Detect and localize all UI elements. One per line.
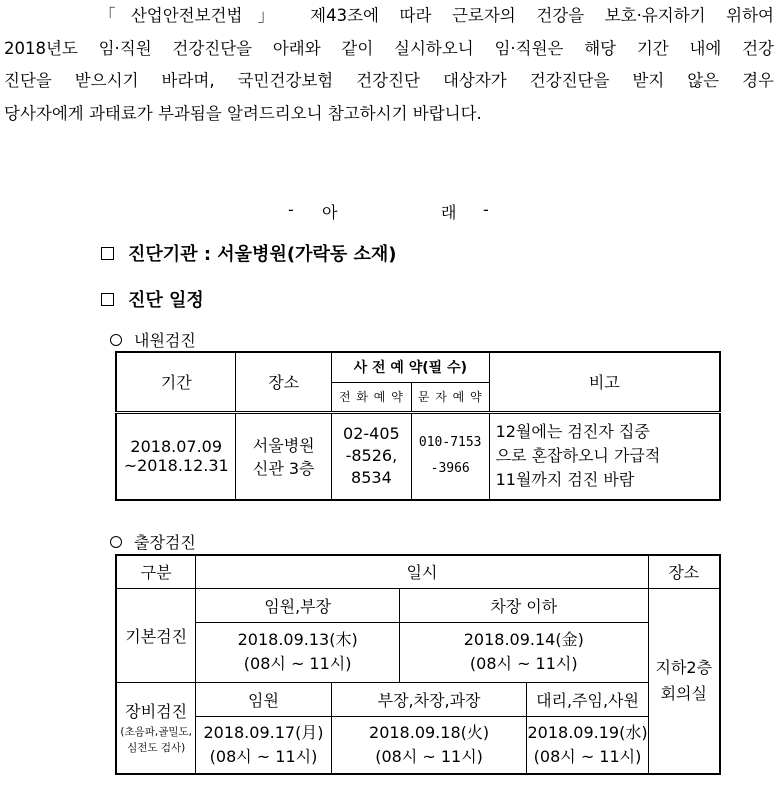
equipment-detail-1: (초음파,골밀도,: [120, 726, 192, 739]
header-sms-reservation: 문 자 예 약: [411, 382, 489, 412]
basic-date-1-text: 2018.09.13(木): [237, 630, 358, 649]
header-phone-reservation: 전 화 예 약: [331, 382, 411, 412]
schedule-heading: [101, 286, 204, 312]
basic-date-2: [399, 622, 648, 682]
intro-line-2: 2018년도 임·직원 건강진단을 아래와 같이 실시하오니 임·직원은 해당 기간 내에 건강: [4, 38, 774, 58]
note-line-3: 11월까지 검진 바람: [495, 470, 635, 490]
note-line-2: 으로 혼잡하오니 가급적: [495, 446, 661, 466]
basic-date-1: [196, 622, 400, 682]
equipment-time-1-text: (08시 ~ 11시): [209, 746, 318, 766]
outside-title: 출장검진: [134, 533, 196, 552]
equipment-date-3: [527, 716, 648, 774]
cell-sms: [411, 412, 489, 500]
intro-line-4: 당사자에게 과태료가 부과됨을 알려드리오니 참고하시기 바랍니다.: [4, 104, 482, 124]
place-line-2: 회의실: [660, 683, 707, 703]
equipment-date-2-text: 2018.09.18(火): [369, 722, 490, 742]
institution-heading: [101, 240, 397, 266]
dash-right: -: [483, 200, 489, 219]
equipment-date-2: [331, 716, 527, 774]
cell-phone: [331, 412, 411, 500]
basic-time-1-text: (08시 ~ 11시): [243, 654, 352, 673]
checkbox-square-icon: [101, 293, 114, 306]
place-line-1: 지하2층: [655, 657, 713, 677]
outside-subheading: [110, 530, 196, 553]
equipment-group-2: 부장,차장,과장: [331, 682, 527, 716]
equipment-label: 장비검진: [125, 702, 188, 722]
ahre-rae: 래: [441, 203, 457, 222]
internal-exam-table: [115, 351, 721, 501]
basic-group-1: 임원,부장: [196, 588, 400, 622]
phone-line-3: 8534: [351, 468, 392, 488]
institution-text: 진단기관 : 서울병원(가락동 소재): [128, 244, 397, 265]
header-category: 구분: [116, 555, 196, 588]
outside-exam-table: [115, 554, 721, 775]
schedule-text: 진단 일정: [128, 290, 204, 311]
equipment-time-3-text: (08시 ~ 11시): [533, 746, 642, 766]
outside-place: [648, 588, 720, 774]
equipment-detail-2: 심전도 검사): [127, 742, 186, 755]
sms-line-2: -3966: [430, 461, 470, 477]
equipment-group-1: 임원: [196, 682, 331, 716]
note-line-1: 12월에는 검진자 집중: [495, 422, 650, 442]
sms-line-1: 010-7153: [418, 435, 482, 451]
equipment-date-1-text: 2018.09.17(月): [203, 722, 324, 742]
equipment-group-3: 대리,주임,사원: [527, 682, 648, 716]
header-place: 장소: [648, 555, 720, 588]
dash-left: -: [288, 200, 294, 219]
phone-line-2: -8526,: [345, 446, 398, 466]
header-datetime: 일시: [196, 555, 648, 588]
internal-subheading: [110, 328, 196, 351]
header-period: 기간: [116, 352, 236, 412]
checkbox-square-icon: [101, 247, 114, 260]
equipment-time-2-text: (08시 ~ 11시): [375, 746, 483, 766]
equipment-date-1: [196, 716, 331, 774]
basic-time-2-text: (08시 ~ 11시): [469, 654, 578, 673]
period-start: 2018.07.09: [130, 437, 223, 457]
phone-line-1: 02-405: [343, 424, 400, 444]
basic-date-2-text: 2018.09.14(金): [463, 630, 584, 649]
header-place: 장소: [236, 352, 332, 412]
intro-line-1: 「산업안전보건법」 제43조에 따라 근로자의 건강을 보호·유지하기 위하여: [99, 6, 774, 25]
ahre-a: 아: [322, 203, 338, 222]
cell-period: [116, 412, 236, 500]
cell-place: [236, 412, 332, 500]
basic-label: 기본검진: [116, 588, 196, 682]
header-note: 비고: [489, 352, 720, 412]
period-end: ~2018.12.31: [123, 456, 229, 476]
intro-paragraph: [4, 0, 774, 131]
circle-bullet-icon: [110, 536, 122, 548]
place-line-2: 신관 3층: [252, 459, 315, 479]
equipment-date-3-text: 2018.09.19(水): [527, 722, 648, 742]
cell-note: [489, 412, 720, 500]
internal-title: 내원검진: [134, 331, 196, 350]
circle-bullet-icon: [110, 334, 122, 346]
basic-group-2: 차장 이하: [399, 588, 648, 622]
place-line-1: 서울병원: [252, 436, 315, 456]
intro-line-3: 진단을 받으시기 바라며, 국민건강보험 건강진단 대상자가 건강진단을 받지 않은 경우: [4, 71, 774, 91]
header-reservation: 사 전 예 약(필 수): [331, 352, 489, 382]
equipment-label-cell: [116, 682, 196, 774]
